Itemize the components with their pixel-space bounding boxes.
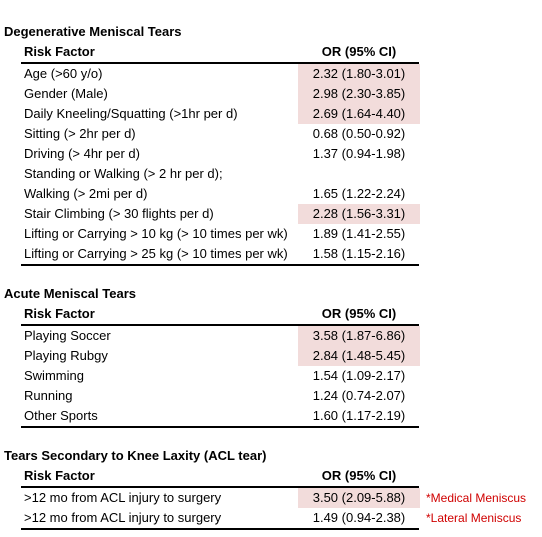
table-row bbox=[21, 224, 419, 244]
odds-ratio-cell: 2.28 (1.56-3.31) bbox=[298, 204, 420, 224]
risk-factor-cell: Gender (Male) bbox=[24, 86, 108, 101]
odds-ratio-cell bbox=[298, 164, 420, 184]
table-row bbox=[21, 326, 419, 346]
risk-factor-cell: Driving (> 4hr per d) bbox=[24, 146, 140, 161]
meniscus-note: *Medical Meniscus bbox=[426, 491, 527, 505]
table-header bbox=[21, 304, 419, 326]
table-header bbox=[21, 466, 419, 488]
odds-ratio-cell: 1.65 (1.22-2.24) bbox=[312, 186, 406, 201]
table-bottom-border bbox=[21, 426, 419, 428]
table-row bbox=[21, 124, 419, 144]
risk-factor-cell: Sitting (> 2hr per d) bbox=[24, 126, 136, 141]
risk-factor-cell: Daily Kneeling/Squatting (>1hr per d) bbox=[24, 106, 238, 121]
risk-factor-cell: Swimming bbox=[24, 368, 84, 383]
section-title: Tears Secondary to Knee Laxity (ACL tear) bbox=[4, 448, 267, 463]
risk-factor-cell: Playing Rubgy bbox=[24, 348, 108, 363]
table-row bbox=[21, 164, 419, 184]
risk-factor-cell: Stair Climbing (> 30 flights per d) bbox=[24, 206, 214, 221]
risk-factor-cell: Lifting or Carrying > 10 kg (> 10 times per wk) bbox=[24, 226, 288, 241]
odds-ratio-header: OR (95% CI) bbox=[321, 468, 397, 483]
table-row bbox=[21, 104, 419, 124]
section-title: Acute Meniscal Tears bbox=[4, 286, 136, 301]
odds-ratio-header: OR (95% CI) bbox=[321, 306, 397, 321]
table-bottom-border bbox=[21, 264, 419, 266]
risk-factor-cell: Other Sports bbox=[24, 408, 98, 423]
table-row bbox=[21, 244, 419, 264]
table-row bbox=[21, 346, 419, 366]
table-header bbox=[21, 42, 419, 64]
risk-factor-cell: Running bbox=[24, 388, 73, 403]
risk-factor-header: Risk Factor bbox=[24, 44, 95, 59]
odds-ratio-cell: 2.69 (1.64-4.40) bbox=[298, 104, 420, 124]
table-row bbox=[21, 144, 419, 164]
odds-ratio-cell: 2.84 (1.48-5.45) bbox=[298, 346, 420, 366]
risk-factor-cell: >12 mo from ACL injury to surgery bbox=[24, 510, 222, 525]
risk-factor-header: Risk Factor bbox=[24, 306, 95, 321]
risk-factor-cell: Standing or Walking (> 2 hr per d); bbox=[24, 166, 223, 181]
odds-ratio-cell: 1.60 (1.17-2.19) bbox=[312, 408, 406, 423]
table-row bbox=[21, 64, 419, 84]
table-row bbox=[21, 204, 419, 224]
odds-ratio-cell: 0.68 (0.50-0.92) bbox=[312, 126, 406, 141]
risk-factor-header: Risk Factor bbox=[24, 468, 95, 483]
section-title: Degenerative Meniscal Tears bbox=[4, 24, 182, 39]
risk-factor-cell: >12 mo from ACL injury to surgery bbox=[24, 490, 222, 505]
odds-ratio-cell: 1.24 (0.74-2.07) bbox=[312, 388, 406, 403]
table-row bbox=[21, 488, 527, 508]
odds-ratio-cell: 1.89 (1.41-2.55) bbox=[312, 226, 406, 241]
odds-ratio-cell: 3.50 (2.09-5.88) bbox=[298, 488, 420, 508]
table-row bbox=[21, 508, 522, 528]
meniscus-note: *Lateral Meniscus bbox=[426, 511, 522, 525]
odds-ratio-cell: 1.54 (1.09-2.17) bbox=[312, 368, 406, 383]
table-row bbox=[21, 366, 419, 386]
risk-factor-cell: Walking (> 2mi per d) bbox=[24, 186, 148, 201]
table-row bbox=[21, 184, 419, 204]
risk-factor-cell: Playing Soccer bbox=[24, 328, 111, 343]
table-bottom-border bbox=[21, 528, 419, 530]
risk-factor-cell: Age (>60 y/o) bbox=[24, 66, 103, 81]
table-row bbox=[21, 84, 419, 104]
table-row bbox=[21, 386, 419, 406]
risk-factor-cell: Lifting or Carrying > 25 kg (> 10 times per wk) bbox=[24, 246, 288, 261]
odds-ratio-cell: 2.32 (1.80-3.01) bbox=[298, 64, 420, 84]
odds-ratio-cell: 1.49 (0.94-2.38) bbox=[312, 510, 406, 525]
odds-ratio-cell: 2.98 (2.30-3.85) bbox=[298, 84, 420, 104]
odds-ratio-cell: 1.37 (0.94-1.98) bbox=[312, 146, 406, 161]
odds-ratio-header: OR (95% CI) bbox=[321, 44, 397, 59]
odds-ratio-cell: 1.58 (1.15-2.16) bbox=[312, 246, 406, 261]
odds-ratio-cell: 3.58 (1.87-6.86) bbox=[298, 326, 420, 346]
table-row bbox=[21, 406, 419, 426]
